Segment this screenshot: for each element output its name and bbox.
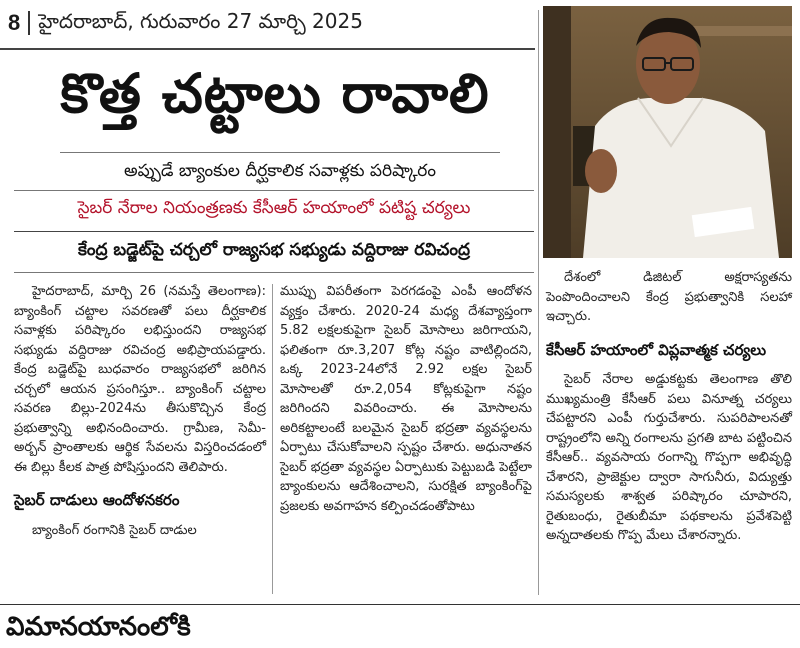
col3-paragraph-1: దేశంలో డిజిటల్ అక్షరాస్యతను పెంపొందించాలని కేంద్ర ప్రభుత్వానికి సలహా ఇచ్చారు. [546, 270, 792, 324]
headline: కొత్త చట్టాలు రావాలి [60, 62, 490, 125]
header-rule [0, 48, 535, 50]
col3-subhead: కేసీఆర్ హయాంలో విప్లవాత్మక చర్యలు [546, 340, 767, 359]
subhead-line3: కేంద్ర బడ్జెట్‌పై చర్చలో రాజ్యసభ సభ్యుడు వద్దిరాజు రవిచంద్ర [78, 240, 470, 260]
subhead-rule-lower [14, 231, 534, 232]
speaker-photo [543, 6, 792, 258]
subhead-line2: సైబర్ నేరాల నియంత్రణకు కేసీఆర్ హయాంలో పటిష్ట చర్యలు [77, 198, 471, 218]
subhead-rule-bottom [14, 272, 534, 273]
bottom-rule [0, 604, 800, 605]
col1-subhead: సైబర్ దాడులు ఆందోళనకరం [14, 491, 180, 509]
subhead-rule-mid [14, 190, 534, 191]
column-divider-1 [272, 284, 273, 594]
subhead-rule-top [60, 152, 500, 153]
column-divider-2 [538, 10, 539, 595]
header-divider [28, 11, 30, 35]
col1-paragraph-1: హైదరాబాద్, మార్చి 26 (నమస్తే తెలంగాణ): బ్యాంకింగ్ చట్టాల సవరణతో పలు దీర్ఘకాలిక సవాళ్లకు పరిష్కారం లభిస్తుందని రాజ్యసభ సభ్యుడు వద్దిరాజు రవిచంద్ర అభిప్రాయపడ్డారు. కేంద్ర బడ్జెట్‌పై బుధవారం రాజ్యసభలో జరిగిన చర్చలో ఆయన ప్రసంగిస్తూ.. బ్యాంకింగ్ చట్టాల సవరణ బిల్లు-2024ను తీసుకొచ్చిన కేంద్ర ప్రభుత్వాన్ని అభినందించారు. గ్రామీణ, సెమీ-అర్బన్ ప్రాంతాలకు ఆర్థిక సేవలను విస్తరించడంలో ఈ బిల్లు కీలక పాత్ర పోషిస్తుందని తెలిపారు. [14, 284, 266, 475]
next-article-title: విమానయానంలోకి [6, 612, 191, 642]
col2-paragraph-1: ముప్పు విపరీతంగా పెరగడంపై ఎంపీ ఆందోళన వ్యక్తం చేశారు. 2020-24 మధ్య దేశవ్యాప్తంగా 5.82 లక్షలకుపైగా సైబర్ మోసాలు జరిగాయని, ఫలితంగా రూ.3,207 కోట్ల నష్టం వాటిల్లిందని, ఒక్క 2023-24లోనే 2.92 లక్షల సైబర్ మోసాలతో రూ.2,054 కోట్లకుపైగా నష్టం జరిగిందని వివరించారు. ఈ మోసాలను అరికట్టాలంటే బలమైన సైబర్ భద్రతా వ్యవస్థలను ఏర్పాటు చేసుకోవాలని స్పష్టం చేశారు. అధునాతన సైబర్ భద్రతా వ్యవస్థల ఏర్పాటుకు పెట్టుబడి పెట్టేలా బ్యాంకులను ఆదేశించాలని, సురక్షిత బ్యాంకింగ్‌పై ప్రజలకు అవగాహన కల్పించడంతోపాటు [280, 284, 532, 514]
dateline: హైదరాబాద్, గురువారం 27 మార్చి 2025 [38, 8, 363, 33]
page-header [8, 8, 363, 38]
speaker-photo-illustration [543, 6, 792, 258]
subhead-line1: అప్పుడే బ్యాంకుల దీర్ఘకాలిక సవాళ్లకు పరిష్కారం [123, 161, 437, 181]
col3-paragraph-2: సైబర్ నేరాల అడ్డుకట్టకు తెలంగాణ తొలి ముఖ్యమంత్రి కేసీఆర్ పలు వినూత్న చర్యలు చేపట్టారని ఎంపీ గుర్తుచేశారు. సుపరిపాలనతో రాష్ట్రంలోని అన్ని రంగాలను ప్రగతి బాట పట్టించిన కేసీఆర్.. వ్యవసాయ రంగాన్ని గొప్పగా అభివృద్ధి చేశారని, ప్రాజెక్టుల ద్వారా సాగునీరు, విద్యుత్తు సమస్యలకు శాశ్వత పరిష్కారం చూపారని, రైతుబంధు, రైతుబీమా పథకాలను ప్రవేశపెట్టి అన్నదాతలకు గొప్ప మేలు చేశారన్నారు. [546, 372, 792, 543]
col1-paragraph-2: బ్యాంకింగ్ రంగానికి సైబర్ దాడుల [32, 522, 197, 538]
page-number: 8 [8, 10, 21, 35]
article-column-2 [280, 282, 532, 516]
article-column-3 [546, 268, 792, 546]
article-column-1 [14, 282, 266, 540]
